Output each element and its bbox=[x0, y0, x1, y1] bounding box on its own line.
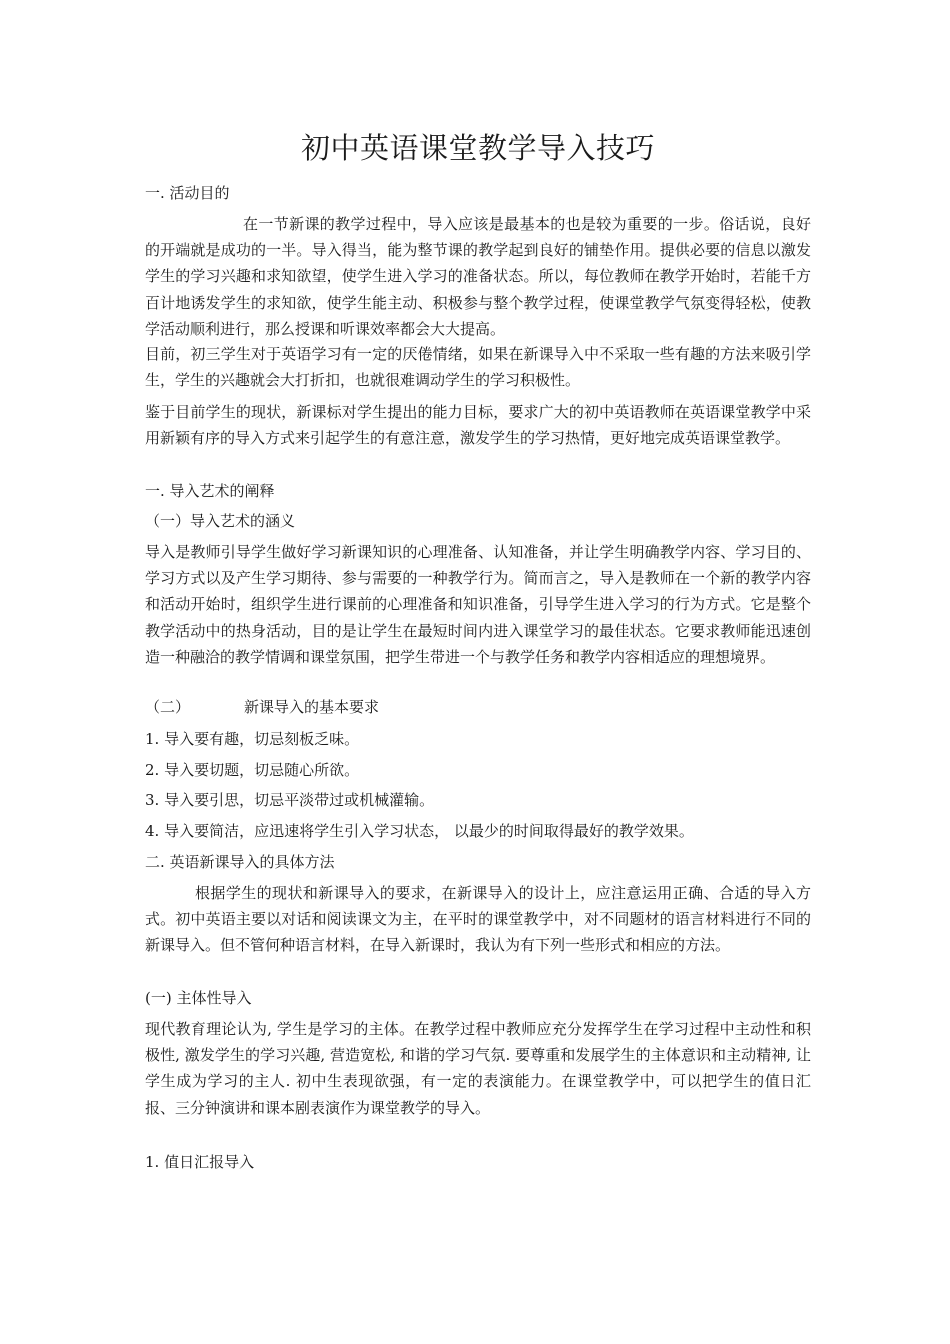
list-item-duty-report: 1. 值日汇报导入 bbox=[145, 1153, 255, 1171]
requirement-item-3: 3. 导入要引思，切忌平淡带过或机械灌输。 bbox=[145, 791, 435, 809]
subheading-requirements: 新课导入的基本要求 bbox=[244, 698, 380, 716]
section-heading-methods: 二. 英语新课导入的具体方法 bbox=[145, 853, 335, 871]
requirement-item-2: 2. 导入要切题，切忌随心所欲。 bbox=[145, 761, 360, 779]
paragraph-meaning: 导入是教师引导学生做好学习新课知识的心理准备、认知准备，并让学生明确教学内容、学习目的、学习方式以及产生学习期待、参与需要的一种教学行为。简而言之，导入是教师在一个新的教学内容和活动开始时，组织学生进行课前的心理准备和知识准备，引导学生进入学习的行为方式。它是整个教学活动中的热身活动，目的是让学生在最短时间内进入课堂学习的最佳状态。它要求教师能迅速创造一种融洽的教学情调和课堂氛围，把学生带进一个与教学任务和教学内容相适应的理想境界。 bbox=[145, 543, 811, 666]
paragraph-methods: 根据学生的现状和新课导入的要求，在新课导入的设计上，应注意运用正确、合适的导入方式。初中英语主要以对话和阅读课文为主，在平时的课堂教学中，对不同题材的语言材料进行不同的新课导入。但不管何种语言材料，在导入新课时，我认为有下列一些形式和相应的方法。 bbox=[145, 884, 811, 955]
paragraph-purpose-1: 在一节新课的教学过程中，导入应该是最基本的也是较为重要的一步。俗话说，良好的开端就是成功的一半。导入得当，能为整节课的教学起到良好的铺垫作用。提供必要的信息以激发学生的学习兴趣和求知欲望，使学生进入学习的准备状态。所以，每位教师在教学开始时，若能千方百计地诱发学生的求知欲，使学生能主动、积极参与整个教学过程，使课堂教学气氛变得轻松，使教学活动顺利进行，那么授课和听课效率都会大大提高。 bbox=[145, 215, 811, 338]
section-heading-purpose: 一. 活动目的 bbox=[145, 184, 230, 202]
requirement-item-1: 1. 导入要有趣，切忌刻板乏味。 bbox=[145, 730, 360, 748]
requirement-item-4: 4. 导入要简洁，应迅速将学生引入学习状态， 以最少的时间取得最好的教学效果。 bbox=[145, 822, 694, 840]
paragraph-purpose-2: 目前，初三学生对于英语学习有一定的厌倦情绪，如果在新课导入中不采取一些有趣的方法来吸引学生，学生的兴趣就会大打折扣，也就很难调动学生的学习积极性。 bbox=[145, 345, 811, 390]
section-heading-explanation: 一. 导入艺术的阐释 bbox=[145, 482, 275, 500]
paragraph-purpose-3: 鉴于目前学生的现状，新课标对学生提出的能力目标，要求广大的初中英语教师在英语课堂教学中采用新颖有序的导入方式来引起学生的有意注意，激发学生的学习热情，更好地完成英语课堂教学。 bbox=[145, 403, 811, 448]
subheading-requirements-number: （二） bbox=[145, 698, 191, 716]
subheading-meaning: （一）导入艺术的涵义 bbox=[145, 512, 296, 530]
subheading-subjectivity-introduction: (一) 主体性导入 bbox=[145, 989, 252, 1007]
paragraph-subjectivity: 现代教育理论认为, 学生是学习的主体。在教学过程中教师应充分发挥学生在学习过程中主动性和积极性, 激发学生的学习兴趣, 营造宽松, 和谐的学习气氛. 要尊重和发展学生的主体意识和主动精神, 让学生成为学习的主人. 初中生表现欲强，有一定的表演能力。在课堂教学中，可以把学生的值日汇报、三分钟演讲和课本剧表演作为课堂教学的导入。 bbox=[145, 1020, 811, 1117]
document-title: 初中英语课堂教学导入技巧 bbox=[300, 131, 655, 165]
